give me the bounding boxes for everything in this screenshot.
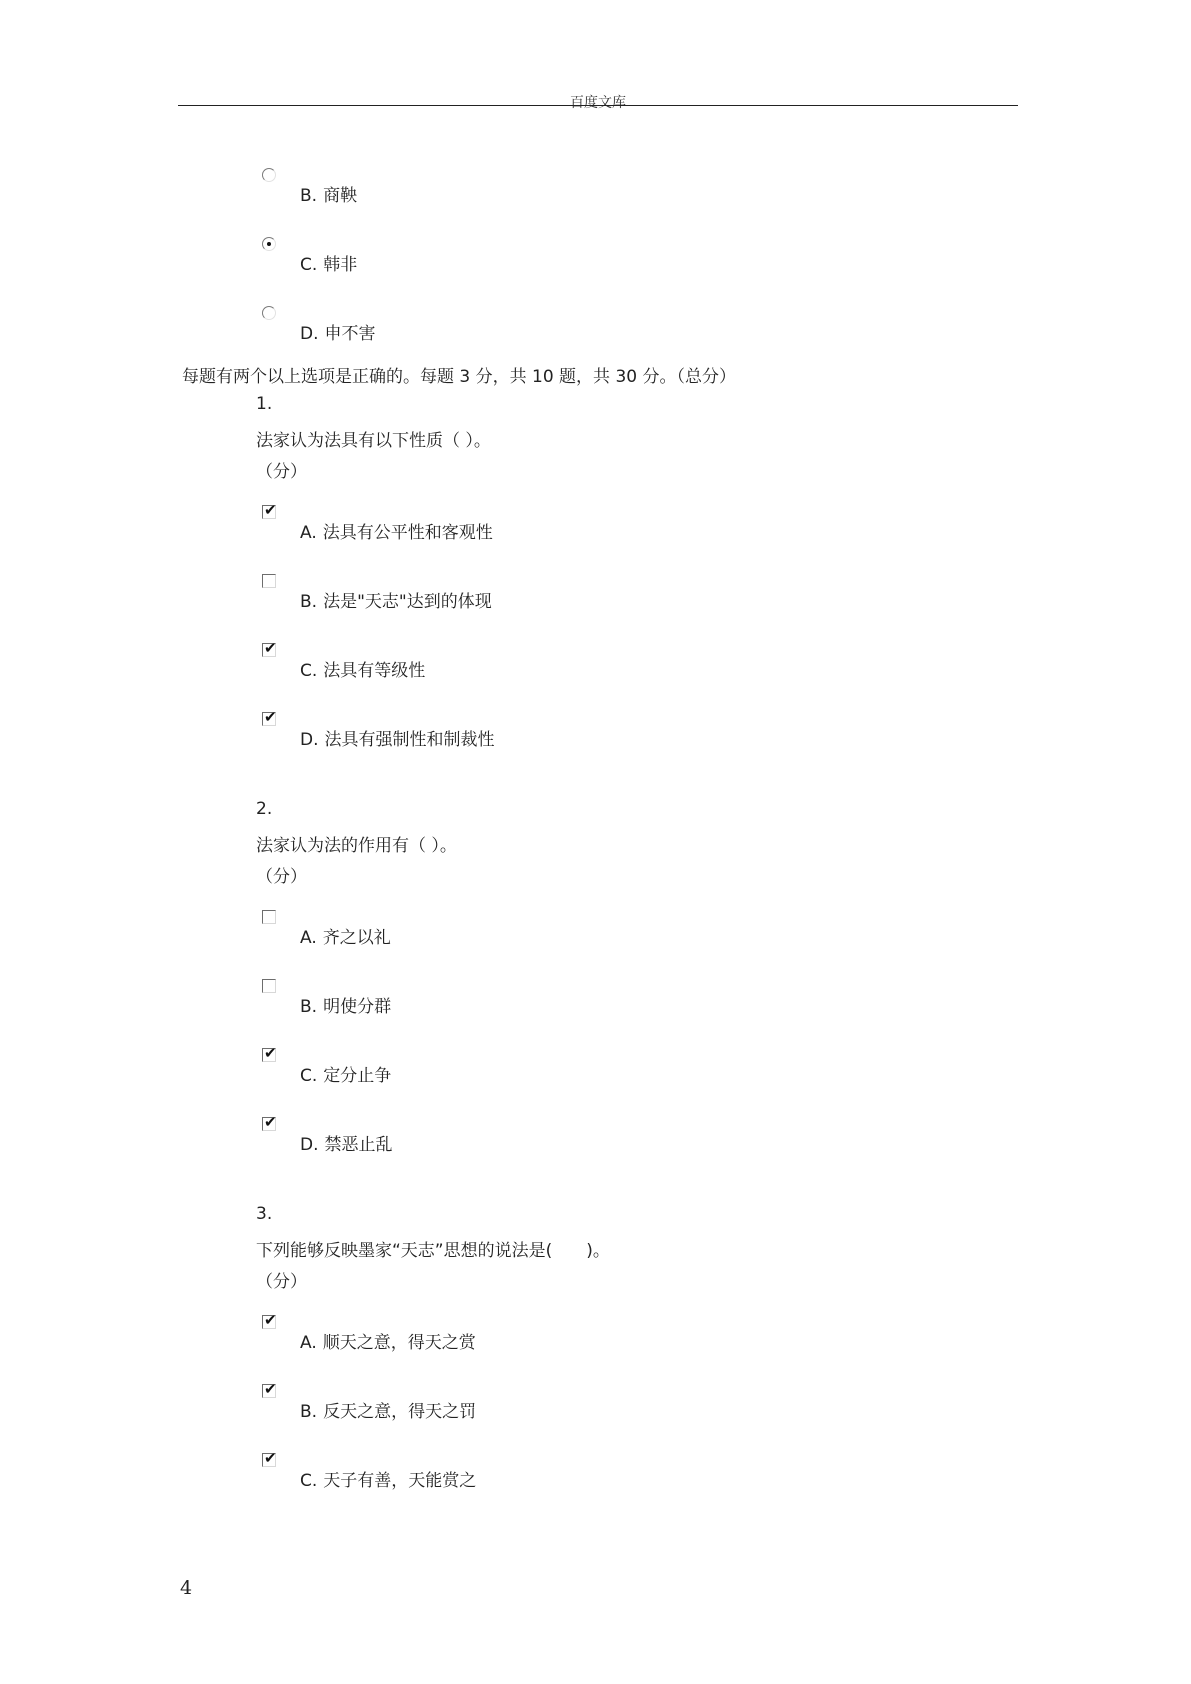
- checkmark-icon: ✔: [264, 639, 277, 657]
- checkbox-unchecked[interactable]: [262, 910, 276, 924]
- option-label: 韩非: [323, 255, 358, 275]
- radio-option-c[interactable]: C. 韩非: [262, 237, 962, 267]
- radio-button[interactable]: [262, 306, 276, 320]
- option-label: 禁恶止乱: [324, 1135, 393, 1155]
- question-text: 法家认为法具有以下性质（ ）。: [256, 431, 491, 451]
- checkbox-option[interactable]: ✔ B. 反天之意，得天之罚: [264, 1380, 477, 1422]
- question-score: （分）: [256, 462, 307, 482]
- option-label: 法具有公平性和客观性: [322, 523, 493, 543]
- checkbox-option[interactable]: ✔ C. 法具有等级性: [264, 639, 426, 681]
- option-label: 天子有善，天能赏之: [323, 1471, 477, 1491]
- checkmark-icon: ✔: [264, 501, 277, 519]
- checkbox-option[interactable]: ✔ C. 定分止争: [264, 1044, 392, 1086]
- question-score: （分）: [256, 1272, 307, 1292]
- checkbox-unchecked[interactable]: [262, 574, 276, 588]
- option-label: 商鞅: [323, 186, 358, 206]
- checkmark-icon: ✔: [264, 1113, 277, 1131]
- checkbox-checked[interactable]: [262, 1113, 277, 1131]
- question-text: 下列能够反映墨家“天志”思想的说法是( )。: [256, 1241, 610, 1261]
- checkbox-checked[interactable]: [262, 1380, 277, 1398]
- checkbox-checked[interactable]: [262, 1311, 277, 1329]
- checkbox-option[interactable]: A. 齐之以礼: [262, 910, 962, 940]
- checkmark-icon: ✔: [264, 1044, 277, 1062]
- radio-button[interactable]: [262, 168, 276, 182]
- option-label: 明使分群: [323, 997, 392, 1017]
- checkbox-checked[interactable]: [262, 1449, 277, 1467]
- checkbox-checked[interactable]: [262, 639, 277, 657]
- option-label: 法是"天志"达到的体现: [323, 592, 492, 612]
- checkbox-unchecked[interactable]: [262, 979, 276, 993]
- radio-option-d[interactable]: D. 申不害: [262, 306, 962, 336]
- option-label: 反天之意，得天之罚: [323, 1402, 477, 1422]
- checkbox-option[interactable]: ✔ D. 法具有强制性和制裁性: [264, 708, 495, 750]
- radio-option-b[interactable]: B. 商鞅: [262, 168, 962, 198]
- question-text: 法家认为法的作用有（ ）。: [256, 836, 457, 856]
- option-label: 齐之以礼: [322, 928, 391, 948]
- checkbox-option[interactable]: ✔ A. 法具有公平性和客观性: [264, 501, 493, 543]
- option-label: 申不害: [324, 324, 376, 344]
- checkbox-checked[interactable]: [262, 501, 277, 519]
- checkmark-icon: ✔: [264, 1449, 277, 1467]
- checkbox-checked[interactable]: [262, 1044, 277, 1062]
- page-header: [178, 88, 1018, 111]
- checkbox-option[interactable]: B. 明使分群: [262, 979, 962, 1009]
- checkmark-icon: ✔: [264, 708, 277, 726]
- page-number: 4: [180, 1577, 193, 1599]
- checkbox-option[interactable]: ✔ C. 天子有善，天能赏之: [264, 1449, 477, 1491]
- question-number: 3.: [256, 1204, 273, 1224]
- question-score: （分）: [256, 867, 307, 887]
- option-label: 定分止争: [323, 1066, 392, 1086]
- checkmark-icon: ✔: [264, 1311, 277, 1329]
- option-label: 法具有强制性和制裁性: [324, 730, 495, 750]
- header-title: 百度文库: [570, 95, 626, 111]
- checkbox-option[interactable]: ✔ A. 顺天之意，得天之赏: [264, 1311, 476, 1353]
- option-label: 顺天之意，得天之赏: [322, 1333, 476, 1353]
- option-label: 法具有等级性: [323, 661, 426, 681]
- question-number: 2.: [256, 799, 273, 819]
- checkbox-option[interactable]: B. 法是"天志"达到的体现: [262, 574, 962, 604]
- question-number: 1.: [256, 394, 273, 414]
- header-divider: [178, 105, 1018, 106]
- radio-dot-icon: [267, 242, 271, 246]
- checkmark-icon: ✔: [264, 1380, 277, 1398]
- radio-button-selected[interactable]: [262, 237, 276, 251]
- checkbox-checked[interactable]: [262, 708, 277, 726]
- checkbox-option[interactable]: ✔ D. 禁恶止乱: [264, 1113, 393, 1155]
- section-instructions: 每题有两个以上选项是正确的。每题 3 分，共 10 题，共 30 分。（总分）: [182, 367, 737, 387]
